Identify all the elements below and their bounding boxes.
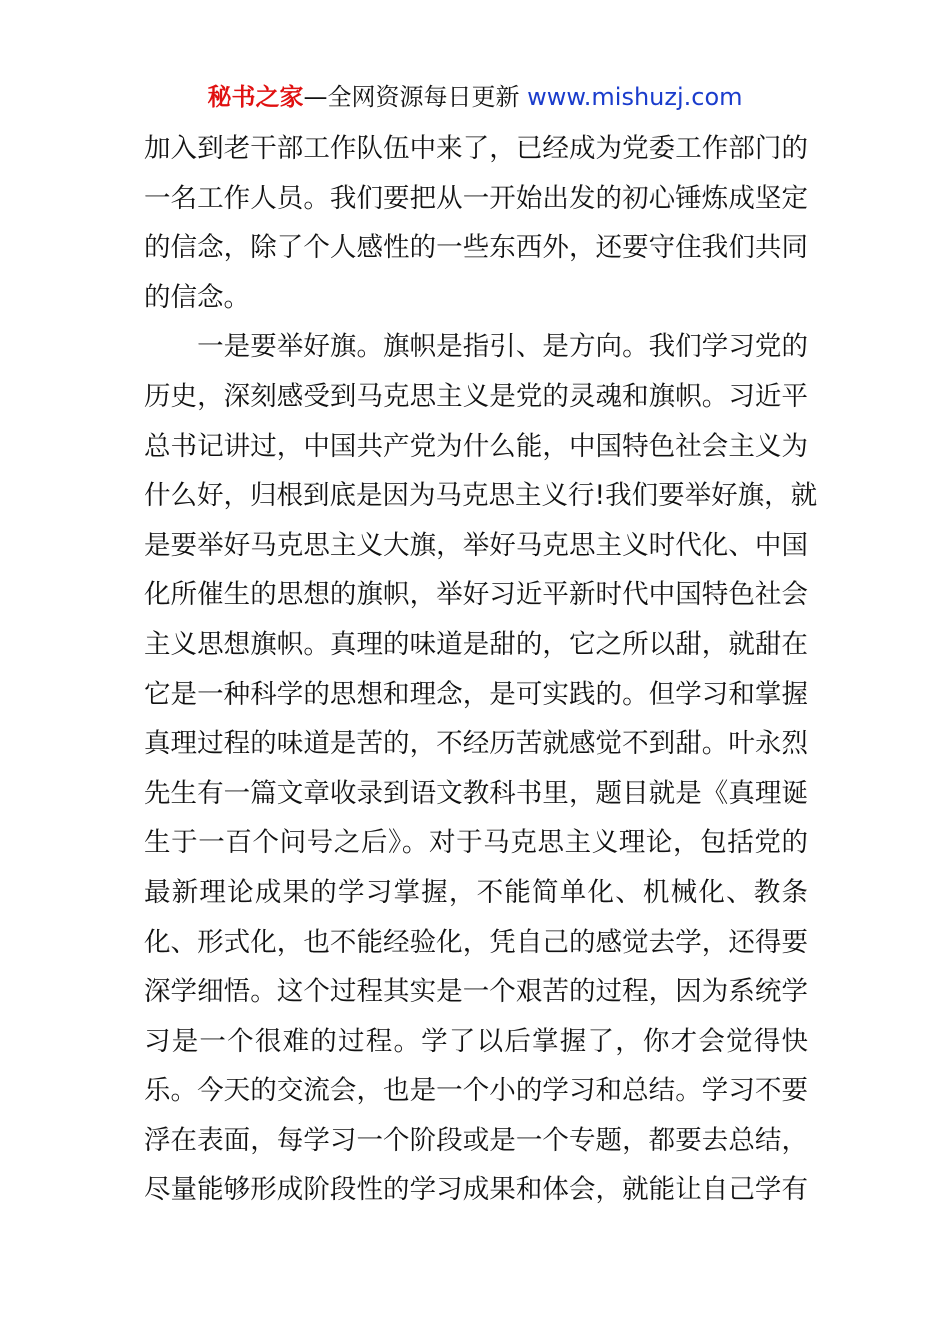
document-body	[144, 124, 818, 1215]
page-header	[0, 80, 950, 114]
text-line: 最新理论成果的学习掌握，不能简单化、机械化、教条	[144, 876, 808, 908]
text-line: 的信念。	[144, 281, 250, 313]
text-line: 历史，深刻感受到马克思主义是党的灵魂和旗帜。习近平	[144, 380, 808, 412]
text-line: 化所催生的思想的旗帜，举好习近平新时代中国特色社会	[144, 579, 808, 611]
text-line: 总书记讲过，中国共产党为什么能，中国特色社会主义为	[144, 430, 808, 462]
text-line: 加入到老干部工作队伍中来了，已经成为党委工作部门的	[144, 133, 808, 164]
text-line: 尽量能够形成阶段性的学习成果和体会，就能让自己学有	[144, 1174, 808, 1206]
text-line: 的信念，除了个人感性的一些东西外，还要守住我们共同	[144, 232, 808, 264]
text-line: 生于一百个问号之后》。对于马克思主义理论，包括党的	[144, 827, 808, 859]
text-line: 真理过程的味道是苦的，不经历苦就感觉不到甜。叶永烈	[144, 728, 808, 760]
text-line: 浮在表面，每学习一个阶段或是一个专题，都要去总结，	[144, 1124, 808, 1156]
text-line: 它是一种科学的思想和理念，是可实践的。但学习和掌握	[144, 678, 808, 710]
text-line: 一名工作人员。我们要把从一开始出发的初心锤炼成坚定	[144, 182, 808, 214]
brand-name: 秘书之家	[207, 83, 304, 111]
text-line: 先生有一篇文章收录到语文教科书里，题目就是《真理诞	[144, 777, 808, 809]
paragraph-2	[144, 322, 818, 1215]
header-tagline: —全网资源每日更新	[303, 83, 520, 111]
text-line: 主义思想旗帜。真理的味道是甜的，它之所以甜，就甜在	[144, 628, 808, 660]
text-line: 乐。今天的交流会，也是一个小的学习和总结。学习不要	[144, 1075, 808, 1107]
site-url-link[interactable]: www.mishuzj.com	[527, 83, 743, 111]
text-line: 一是要举好旗。旗帜是指引、是方向。我们学习党的	[144, 331, 808, 363]
paragraph-1	[144, 124, 808, 322]
text-line: 化、形式化，也不能经验化，凭自己的感觉去学，还得要	[144, 926, 808, 958]
text-line: 是要举好马克思主义大旗，举好马克思主义时代化、中国	[144, 529, 808, 561]
text-line: 什么好，归根到底是因为马克思主义行!我们要举好旗，就	[144, 480, 818, 512]
text-line: 深学细悟。这个过程其实是一个艰苦的过程，因为系统学	[144, 976, 808, 1008]
text-line: 习是一个很难的过程。学了以后掌握了，你才会觉得快	[144, 1025, 808, 1057]
